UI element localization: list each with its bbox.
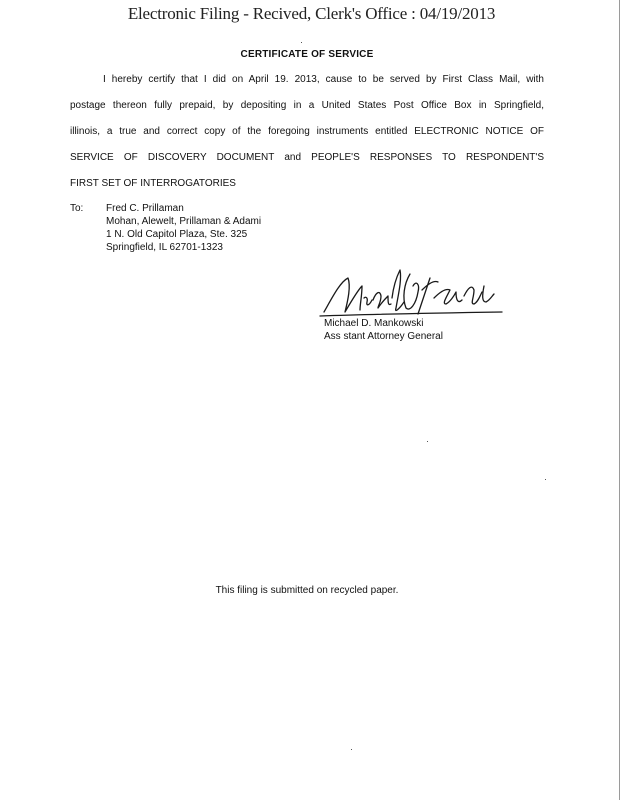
recipient-street: 1 N. Old Capitol Plaza, Ste. 325: [106, 229, 248, 240]
certificate-line-5: FIRST SET OF INTERROGATORIES: [70, 178, 236, 189]
certificate-line-3: illinois, a true and correct copy of the foregoing instruments entitled ELECTRONIC NOTICE OF: [70, 126, 544, 137]
scan-speck: [351, 749, 352, 750]
page-edge: [619, 0, 620, 800]
certificate-line-4: SERVICE OF DISCOVERY DOCUMENT and PEOPLE'S RESPONSES TO RESPONDENT'S: [70, 152, 544, 163]
recipient-city: Springfield, IL 62701-1323: [106, 242, 223, 253]
signer-name: Michael D. Mankowski: [324, 318, 424, 329]
scan-speck: [545, 479, 546, 480]
signer-title: Ass stant Attorney General: [324, 331, 443, 342]
handwritten-signature: [318, 268, 504, 320]
certificate-line-2: postage thereon fully prepaid, by depositing in a United States Post Office Box in Springfield,: [70, 100, 544, 111]
recycled-paper-note: This filing is submitted on recycled paper.: [215, 585, 399, 596]
certificate-line-1: I hereby certify that I did on April 19. 2013, cause to be served by First Class Mail, with: [103, 74, 544, 85]
scan-speck: [301, 42, 302, 43]
scan-speck: [427, 441, 428, 442]
recipient-firm: Mohan, Alewelt, Prillaman & Adami: [106, 216, 262, 227]
recipient-name: Fred C. Prillaman: [106, 203, 184, 214]
recipient-label: To:: [70, 203, 84, 214]
certificate-title: CERTIFICATE OF SERVICE: [240, 49, 374, 60]
filing-stamp-header: Electronic Filing - Recived, Clerk's Office : 04/19/2013: [127, 4, 496, 23]
